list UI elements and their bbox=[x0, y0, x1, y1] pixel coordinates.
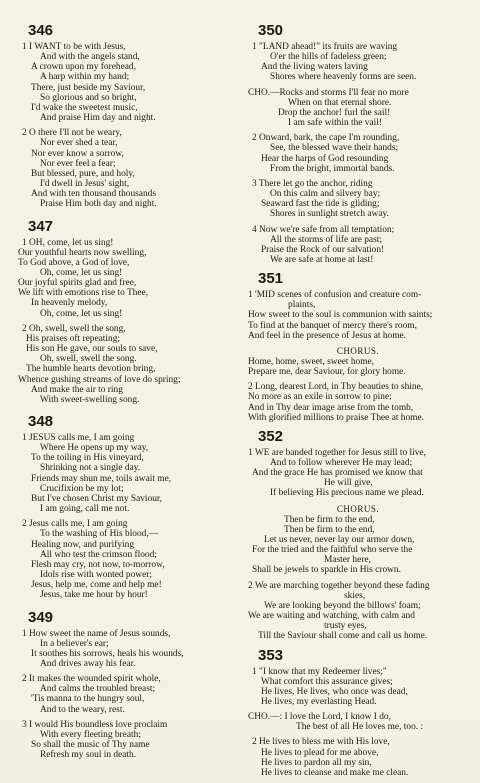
lyric-line: Refresh my soul in death. bbox=[40, 750, 137, 761]
lyric-line: He lives, He lives, who once was dead, bbox=[261, 686, 408, 697]
lyric-line: And to follow wherever He may lead; bbox=[270, 458, 413, 468]
lyric-line: Praise the Rock of our salvation! bbox=[261, 244, 385, 255]
lyric-line: Our joyful spirits glad and free, bbox=[18, 278, 137, 289]
lyric-line: He lives to cleanse and make me clean. bbox=[261, 767, 409, 778]
stanza bbox=[18, 128, 230, 209]
lyric-line: Whence gushing streams of love do spring; bbox=[18, 374, 181, 385]
stanza bbox=[18, 324, 230, 405]
lyric-line: With every fleeting breath; bbox=[40, 729, 141, 740]
lyric-line: But blessed, pure, and holy, bbox=[31, 168, 135, 179]
hymn-349 bbox=[18, 609, 230, 761]
lyric-line: A crown upon my forehead, bbox=[31, 62, 136, 73]
lyric-line: There, just beside my Saviour, bbox=[31, 82, 146, 93]
chorus-label: CHORUS. bbox=[336, 503, 380, 514]
lyric-line: O'er the hills of fadeless green; bbox=[270, 52, 387, 63]
lyric-line: 3 I would His boundless love proclaim bbox=[22, 719, 168, 730]
hymn-number: 348 bbox=[28, 413, 54, 430]
lyric-line: 1 "I know that my Redeemer lives;" bbox=[252, 666, 387, 677]
lyric-line: 2 Jesus calls me, I am going bbox=[22, 519, 128, 530]
lyric-line: But I've chosen Christ my Saviour, bbox=[31, 493, 162, 504]
lyric-line: 2 It makes the wounded spirit whole, bbox=[22, 674, 161, 685]
lyric-line: How sweet to the soul is communion with saints; bbox=[248, 310, 433, 321]
lyric-line: And feel in the presence of Jesus at home. bbox=[248, 330, 407, 341]
stanza bbox=[248, 737, 468, 778]
lyric-line: No more as an exile in sorrow to pine; bbox=[248, 392, 392, 403]
lyric-line: plaints, bbox=[288, 300, 316, 311]
lyric-line: When on that eternal shore. bbox=[288, 97, 392, 108]
lyric-line: Hear the harps of God resounding bbox=[261, 153, 389, 164]
lyric-line: To the washing of His blood,— bbox=[40, 529, 159, 540]
lyric-line: And to the weary, rest. bbox=[40, 704, 125, 715]
lyric-line: And the grace He has promised we know that bbox=[252, 468, 423, 479]
hymn-number: 351 bbox=[258, 270, 284, 288]
lyric-line: 'Tis manna to the hungry soul, bbox=[31, 694, 145, 705]
lyric-line: And the living waters laving bbox=[261, 62, 368, 73]
stanza bbox=[18, 433, 230, 514]
stanza bbox=[248, 42, 468, 83]
lyric-line: All who test the crimson flood; bbox=[40, 549, 157, 560]
lyric-line: To God above, a God of love, bbox=[18, 257, 130, 268]
lyric-line: Idols rise with wonted power; bbox=[40, 570, 152, 581]
lyric-line: With sweet-swelling song. bbox=[40, 394, 140, 405]
lyric-line: Oh, swell, swell the song. bbox=[40, 354, 137, 365]
lyric-line: With glorified millions to praise Thee at home. bbox=[248, 412, 424, 423]
lyric-line: Jesus, take me hour by hour! bbox=[40, 590, 148, 601]
lyric-line: We are waiting and watching, with calm and bbox=[248, 611, 415, 622]
lyric-line: 2 O there I'll not be weary, bbox=[22, 128, 122, 139]
lyric-line: The best of all He loves me, too. : bbox=[296, 722, 424, 733]
lyric-line: Shores where heavenly forms are seen. bbox=[270, 72, 417, 83]
lyric-line: Then be firm to the end, bbox=[284, 514, 375, 525]
stanza bbox=[18, 519, 230, 600]
lyric-line: Nor ever know a sorrow, bbox=[31, 148, 124, 159]
chorus bbox=[248, 88, 468, 129]
hymn-number: 350 bbox=[258, 22, 284, 39]
lyric-line: CHO.—Rocks and storms I'll fear no more bbox=[248, 87, 409, 98]
lyric-line: Praise Him both day and night. bbox=[40, 199, 157, 210]
hymn-352 bbox=[248, 428, 468, 642]
lyric-line: He lives to plead for me above, bbox=[261, 747, 379, 758]
lyric-line: Jesus, help me, come and help me! bbox=[31, 580, 162, 591]
lyric-line: 3 There let go the anchor, riding bbox=[252, 178, 373, 189]
hymn-346 bbox=[18, 22, 230, 210]
chorus bbox=[248, 504, 468, 576]
lyric-line: Nor ever feel a fear; bbox=[40, 158, 116, 169]
lyric-line: Healing now, and purifying bbox=[31, 539, 135, 550]
lyric-line: Home, home, sweet, sweet home, bbox=[248, 356, 375, 367]
hymn-number: 346 bbox=[28, 22, 54, 39]
lyric-line: We lift with emotions rise to Thee, bbox=[18, 288, 149, 299]
hymn-number: 353 bbox=[258, 646, 284, 664]
hymn-353 bbox=[248, 647, 468, 779]
stanza bbox=[248, 225, 468, 266]
lyric-line: He lives to pardon all my sin, bbox=[261, 757, 372, 768]
lyric-line: Oh, come, let us sing! bbox=[40, 308, 123, 319]
lyric-line: Where He opens up my way, bbox=[40, 443, 149, 454]
lyric-line: 1 'MID scenes of confusion and creature com- bbox=[248, 290, 422, 301]
stanza bbox=[18, 629, 230, 670]
lyric-line: skies, bbox=[344, 590, 366, 601]
lyric-line: His son He gave, our souls to save, bbox=[26, 344, 158, 355]
lyric-line: All the storms of life are past; bbox=[270, 234, 382, 245]
lyric-line: Crucifixion be my lot; bbox=[40, 483, 124, 494]
lyric-line: For the tried and the faithful who serve the bbox=[252, 545, 413, 556]
lyric-line: Oh, come, let us sing! bbox=[40, 267, 123, 278]
lyric-line: Shores in sunlight stretch away. bbox=[270, 209, 389, 220]
lyric-line: Shall be jewels to sparkle in His crown. bbox=[252, 565, 401, 576]
lyric-line: And in Thy dear image arise from the tomb, bbox=[248, 402, 414, 413]
hymn-number: 352 bbox=[258, 427, 284, 445]
lyric-line: I'd dwell in Jesus' sight, bbox=[40, 179, 130, 190]
lyric-line: What comfort this assurance gives; bbox=[261, 676, 393, 687]
lyric-line: 1 WE are banded together for Jesus still to live, bbox=[248, 447, 426, 458]
lyric-line: So shall the music of Thy name bbox=[31, 740, 150, 751]
hymn-number: 349 bbox=[28, 608, 54, 626]
lyric-line: trusty eyes, bbox=[324, 621, 367, 632]
stanza bbox=[248, 667, 468, 708]
lyric-line: And praise Him day and night. bbox=[40, 113, 156, 124]
lyric-line: I'd wake the sweetest music, bbox=[31, 102, 138, 113]
lyric-line: To find at the banquet of mercy there's room, bbox=[248, 320, 417, 331]
hymn-347 bbox=[18, 218, 230, 406]
lyric-line: 2 Long, dearest Lord, in Thy beauties to shine, bbox=[248, 382, 424, 393]
lyric-line: 2 Oh, swell, swell the song, bbox=[22, 323, 126, 334]
lyric-line: We are looking beyond the billows' foam; bbox=[264, 600, 421, 611]
lyric-line: So glorious and so bright, bbox=[40, 92, 137, 103]
lyric-line: Nor ever shed a tear, bbox=[40, 138, 118, 149]
lyric-line: I am going, call me not. bbox=[40, 504, 130, 515]
hymn-350 bbox=[248, 22, 468, 265]
lyric-line: Prepare me, dear Saviour, for glory home. bbox=[248, 367, 406, 378]
lyric-line: In a believer's ear; bbox=[40, 638, 109, 649]
chorus bbox=[248, 712, 468, 732]
hymn-351 bbox=[248, 270, 468, 423]
chorus-label: CHORUS. bbox=[336, 345, 380, 356]
lyric-line: 1 How sweet the name of Jesus sounds, bbox=[22, 628, 171, 639]
lyric-line: And with the angels stand, bbox=[40, 52, 140, 63]
lyric-line: And calms the troubled breast; bbox=[40, 684, 156, 695]
lyric-line: I am safe within the vail! bbox=[288, 118, 382, 129]
stanza bbox=[18, 238, 230, 319]
lyric-line: His praises oft repeating; bbox=[26, 333, 120, 344]
lyric-line: Then be firm to the end, bbox=[284, 524, 375, 535]
lyric-line: Drop the anchor! furl the sail! bbox=[278, 107, 391, 118]
lyric-line: Master here, bbox=[324, 555, 371, 566]
lyric-line: In heavenly melody, bbox=[31, 298, 108, 309]
lyric-line: To the toiling in His vineyard, bbox=[31, 453, 144, 464]
stanza bbox=[248, 179, 468, 220]
chorus bbox=[248, 346, 468, 377]
lyric-line: And drives away his fear. bbox=[40, 658, 136, 669]
lyric-line: 1 "LAND ahead!" its fruits are waving bbox=[252, 42, 398, 52]
stanza bbox=[248, 448, 468, 499]
lyric-line: CHO.—: I love the Lord, I know I do, bbox=[248, 712, 391, 723]
lyric-line: The humble hearts devotion bring, bbox=[26, 364, 156, 375]
lyric-line: And with ten thousand thousands bbox=[31, 189, 156, 200]
stanza bbox=[18, 720, 230, 761]
stanza bbox=[248, 382, 468, 423]
lyric-line: 2 Onward, bark, the cape I'm rounding, bbox=[252, 133, 400, 144]
lyric-line: 4 Now we're safe from all temptation; bbox=[252, 224, 395, 235]
lyric-line: From the bright, immortal bands. bbox=[270, 163, 395, 174]
lyric-line: See, the blessed wave their hands; bbox=[270, 143, 399, 154]
stanza bbox=[18, 42, 230, 123]
stanza bbox=[248, 133, 468, 174]
lyric-line: 1 I WANT to be with Jesus, bbox=[22, 42, 126, 52]
lyric-line: He lives, my everlasting Head. bbox=[261, 696, 377, 707]
lyric-line: Till the Saviour shall come and call us home. bbox=[258, 631, 428, 642]
lyric-line: 1 JESUS calls me, I am going bbox=[22, 433, 135, 443]
hymn-348 bbox=[18, 413, 230, 601]
lyric-line: If believing His precious name we plead. bbox=[270, 488, 424, 499]
stanza bbox=[18, 674, 230, 715]
lyric-line: A harp within my hand; bbox=[40, 72, 130, 83]
lyric-line: Seaward fast the tide is gliding; bbox=[261, 199, 380, 210]
lyric-line: We are safe at home at last! bbox=[270, 254, 374, 265]
lyric-line: Flesh may cry, not now, to-morrow, bbox=[31, 559, 165, 570]
lyric-line: On this calm and silvery bay; bbox=[270, 189, 381, 200]
lyric-line: 2 We are marching together beyond these fading bbox=[248, 580, 430, 591]
right-column bbox=[248, 22, 468, 783]
lyric-line: He will give, bbox=[324, 478, 373, 489]
stanza bbox=[248, 581, 468, 642]
lyric-line: And make the air to ring bbox=[31, 384, 123, 395]
lyric-line: Friends may shun me, toils await me, bbox=[31, 473, 172, 484]
lyric-line: 2 He lives to bless me with His love, bbox=[252, 737, 390, 748]
left-column bbox=[18, 22, 230, 765]
lyric-line: Our youthful hearts now swelling, bbox=[18, 247, 147, 258]
lyric-line: It soothes his sorrows, heals his wounds, bbox=[31, 648, 184, 659]
lyric-line: Let us never, never lay our armor down, bbox=[264, 534, 415, 545]
lyric-line: Shrinking not a single day. bbox=[40, 463, 141, 474]
hymn-number: 347 bbox=[28, 217, 54, 235]
stanza bbox=[248, 290, 468, 341]
lyric-line: 1 OH, come, let us sing! bbox=[22, 237, 114, 248]
